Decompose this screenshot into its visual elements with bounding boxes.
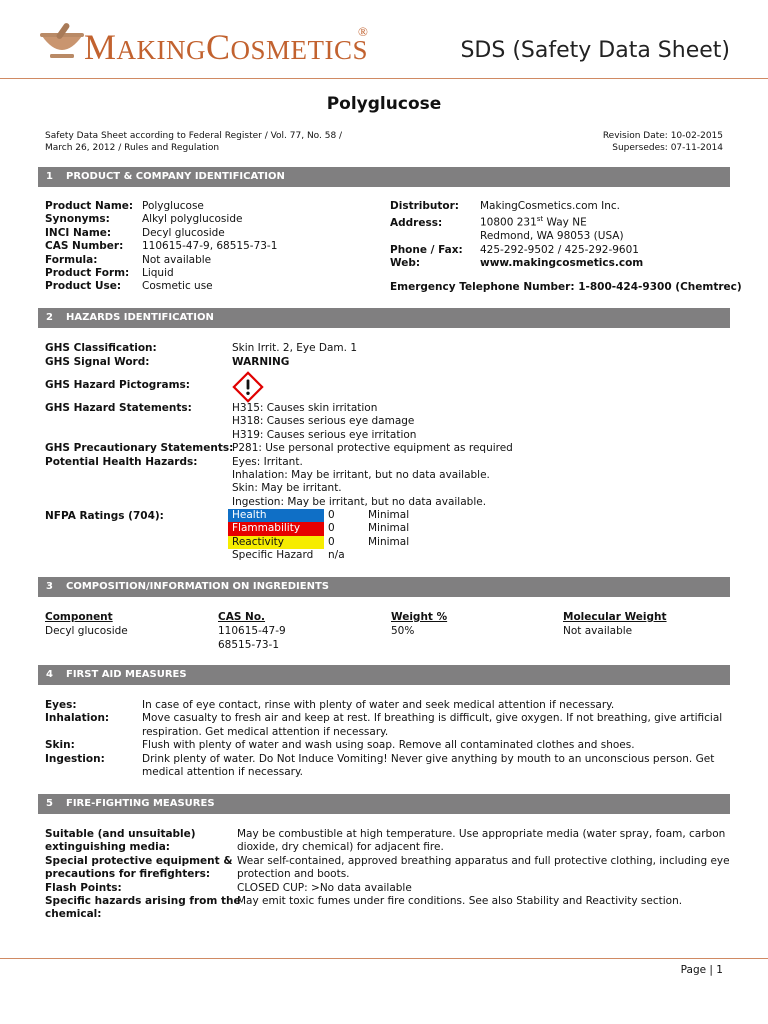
nfpa-table (228, 509, 409, 563)
column-header: Weight % (391, 611, 448, 623)
product-info (45, 200, 385, 294)
signal-word-label: GHS Signal Word: (45, 356, 150, 368)
product-row: Product Use: Cosmetic use (45, 280, 213, 293)
first-aid-item: Inhalation: Move casualty to fresh air and keep at rest. If breathing is difficult, give oxygen. If not breathing, give artificial respiration. Get medical attention if necessary. (45, 712, 723, 738)
product-row: Formula: Not available (45, 253, 212, 266)
hazard-statements-label: GHS Hazard Statements: (45, 402, 192, 414)
fire-fighting-list (45, 828, 735, 922)
nfpa-row: Specific Hazard n/a (232, 549, 345, 562)
logo-wordmark: MAKINGCOSMETICS (84, 27, 369, 67)
revision-info: Revision Date: 10-02-2015 Supersedes: 07-11-2014 (602, 131, 723, 153)
exclamation-diamond-icon (232, 371, 264, 406)
section-4-header: 4 FIRST AID MEASURES (38, 665, 730, 685)
health-hazards-label: Potential Health Hazards: (45, 456, 198, 468)
first-aid-item: Eyes: In case of eye contact, rinse with plenty of water and seek medical attention if necessary. (45, 699, 615, 711)
signal-word: WARNING (232, 356, 290, 368)
precautionary-label: GHS Precautionary Statements: (45, 442, 234, 454)
ghs-classification: Skin Irrit. 2, Eye Dam. 1 (232, 342, 358, 354)
product-row: Synonyms: Alkyl polyglucoside (45, 213, 243, 226)
mortar-pestle-icon (38, 22, 86, 62)
nfpa-row: Reactivity 0 Minimal (228, 536, 409, 549)
product-row: CAS Number: 110615-47-9, 68515-73-1 (45, 240, 278, 253)
nfpa-row: Flammability 0 Minimal (228, 522, 409, 535)
nfpa-label: NFPA Ratings (704): (45, 510, 164, 522)
section-2-header: 2 HAZARDS IDENTIFICATION (38, 308, 730, 328)
table-cell: 68515-73-1 (218, 639, 280, 651)
regulation-note: Safety Data Sheet according to Federal Register / Vol. 77, No. 58 / March 26, 2012 / Rules and Regulation (45, 131, 343, 153)
registered-mark: ® (358, 24, 368, 39)
precautionary-statement: P281: Use personal protective equipment as required (232, 442, 513, 455)
header-divider (0, 78, 768, 79)
pictograms-label: GHS Hazard Pictograms: (45, 379, 190, 391)
column-header: Molecular Weight (563, 611, 667, 623)
column-header: CAS No. (218, 611, 266, 623)
page-number: Page | 1 (680, 964, 723, 976)
nfpa-row: Health 0 Minimal (228, 509, 409, 522)
ghs-classification-label: GHS Classification: (45, 342, 157, 354)
product-row: Product Form: Liquid (45, 267, 174, 280)
fire-fighting-item: Special protective equipment & precautions for firefighters: Wear self-contained, approved breathing apparatus and full protective clothing, including eye protection and boots. (45, 854, 730, 881)
sds-title: SDS (Safety Data Sheet) (460, 38, 730, 63)
product-row: Product Name: Polyglucose (45, 200, 204, 212)
section-3-header: 3 COMPOSITION/INFORMATION ON INGREDIENTS (38, 577, 730, 597)
fire-fighting-item: Flash Points: CLOSED CUP: >No data available (45, 881, 412, 894)
table-cell: 110615-47-9 (218, 625, 286, 637)
fire-fighting-item: Specific hazards arising from the chemical: May emit toxic fumes under fire conditions. See also Stability and Reactivity section. (45, 895, 683, 921)
column-header: Component (45, 611, 113, 623)
first-aid-list (45, 699, 735, 779)
distributor-info: Distributor: MakingCosmetics.com Inc. Address: 10800 231st Way NE Redmond, WA 98053 (USA) Phone / Fax: 425-292-9502 / 425-292-9601 Web: www.makingcosmetics.com (390, 200, 644, 270)
footer-divider (0, 958, 768, 959)
emergency-phone: Emergency Telephone Number: 1-800-424-9300 (Chemtrec) (390, 281, 742, 293)
document-title: Polyglucose (326, 94, 442, 114)
table-cell: Decyl glucoside (45, 625, 128, 637)
first-aid-item: Ingestion: Drink plenty of water. Do Not Induce Vomiting! Never give anything by mouth to an unconscious person. Get medical attention if necessary. (45, 752, 715, 779)
table-cell: Not available (563, 625, 633, 637)
section-1-header: 1 PRODUCT & COMPANY IDENTIFICATION (38, 167, 730, 187)
first-aid-item: Skin: Flush with plenty of water and wash using soap. Remove all contaminated clothes and shoes. (45, 739, 635, 752)
section-5-header: 5 FIRE-FIGHTING MEASURES (38, 794, 730, 814)
table-cell: 50% (391, 625, 415, 637)
fire-fighting-item: Suitable (and unsuitable) extinguishing media: May be combustible at high temperature. Use appropriate media (water spray, foam, carbon dioxide, dry chemical) for adjacent fire. (45, 828, 726, 854)
product-row: INCI Name: Decyl glucoside (45, 226, 225, 239)
hazard-statements: H315: Causes skin irritation H318: Causes serious eye damage H319: Causes serious eye irritation P281: Use personal protective equipment as required Eyes: Irritant. Inhalation: May be irritant, but no data available. Skin: May be irritant. Ingestion: May be irritant, but no data available. (232, 402, 513, 508)
